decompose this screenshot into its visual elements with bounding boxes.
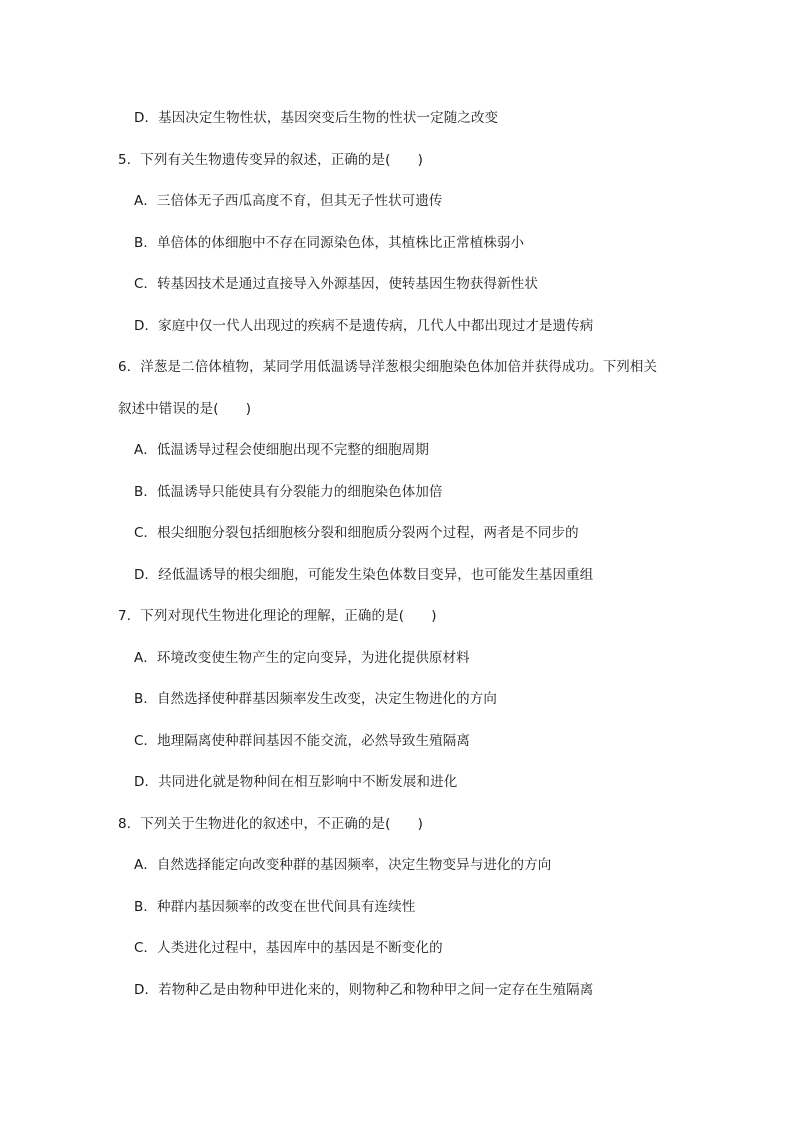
option-line: D．若物种乙是由物种甲进化来的，则物种乙和物种甲之间一定存在生殖隔离	[134, 982, 594, 998]
option-line: D．共同进化就是物种间在相互影响中不断发展和进化	[134, 774, 458, 790]
option-line: A．自然选择能定向改变种群的基因频率，决定生物变异与进化的方向	[134, 857, 552, 873]
option-line: A．三倍体无子西瓜高度不育，但其无子性状可遗传	[134, 193, 443, 209]
option-line: C．地理隔离使种群间基因不能交流，必然导致生殖隔离	[134, 733, 470, 749]
option-line: B．种群内基因频率的改变在世代间具有连续性	[134, 899, 416, 915]
question-line: 5．下列有关生物遗传变异的叙述，正确的是( )	[118, 152, 424, 168]
option-line: D．家庭中仅一代人出现过的疾病不是遗传病，几代人中都出现过才是遗传病	[134, 318, 594, 334]
option-line: C．转基因技术是通过直接导入外源基因，使转基因生物获得新性状	[134, 276, 538, 292]
option-line: B．低温诱导只能使具有分裂能力的细胞染色体加倍	[134, 484, 443, 500]
question-line: 叙述中错误的是( )	[118, 401, 252, 417]
option-line: A．低温诱导过程会使细胞出现不完整的细胞周期	[134, 442, 429, 458]
question-line: 8．下列关于生物进化的叙述中，不正确的是( )	[118, 816, 424, 832]
option-line: C．根尖细胞分裂包括细胞核分裂和细胞质分裂两个过程，两者是不同步的	[134, 525, 579, 541]
option-line: D．经低温诱导的根尖细胞，可能发生染色体数目变异，也可能发生基因重组	[134, 567, 594, 583]
question-line: 7．下列对现代生物进化理论的理解，正确的是( )	[118, 608, 437, 624]
option-line: B．自然选择使种群基因频率发生改变，决定生物进化的方向	[134, 691, 497, 707]
option-line: B．单倍体的体细胞中不存在同源染色体，其植株比正常植株弱小	[134, 235, 525, 251]
option-line: D．基因决定生物性状，基因突变后生物的性状一定随之改变	[134, 110, 499, 126]
question-line: 6．洋葱是二倍体植物，某同学用低温诱导洋葱根尖细胞染色体加倍并获得成功。下列相关	[118, 359, 658, 375]
option-line: C．人类进化过程中，基因库中的基因是不断变化的	[134, 940, 443, 956]
option-line: A．环境改变使生物产生的定向变异，为进化提供原材料	[134, 650, 470, 666]
